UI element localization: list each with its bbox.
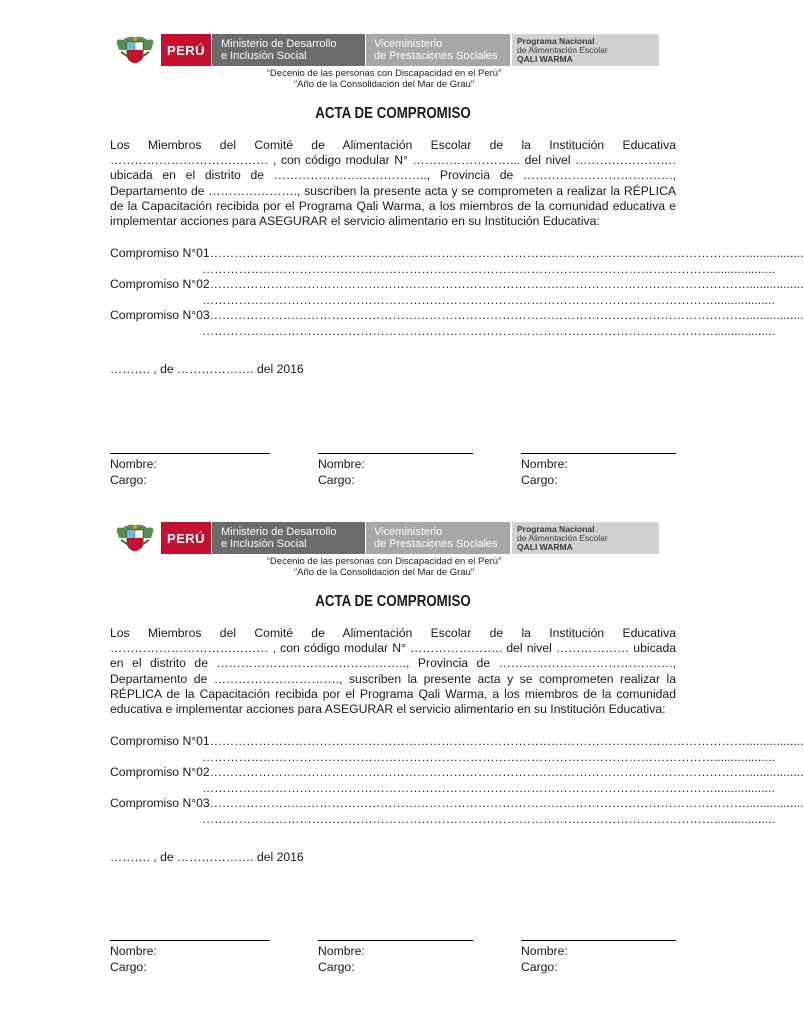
commitment-01-line: ………………………………………………………………………………………………………………..................: [202, 750, 775, 764]
vice-line-2: de Prestaciones Sociales: [374, 50, 498, 62]
letterhead: [113, 522, 659, 554]
signature-line: [110, 940, 270, 941]
ministry-line-1: Ministerio de Desarrollo: [221, 38, 337, 50]
commitment-03-line: ………………………………………………………………………………………………………………..................: [202, 324, 775, 338]
signature-role-label: Cargo:: [110, 473, 147, 487]
signature-role-label: Cargo:: [318, 960, 355, 974]
signature-block: [318, 453, 473, 488]
program-badge: [512, 34, 659, 66]
signature-name-label: Nombre:: [318, 457, 365, 471]
program-line-2: de Alimentación Escolar: [517, 533, 608, 543]
signature-name-label: Nombre:: [110, 457, 157, 471]
vice-line-1: Viceministerio: [374, 38, 443, 50]
signature-line: [110, 453, 270, 454]
program-line-3: QALI WARMA: [517, 54, 573, 64]
signature-name-label: Nombre:: [318, 944, 365, 958]
program-line-1: Programa Nacional: [517, 36, 595, 46]
viceministry-badge: [366, 522, 510, 554]
ministry-badge: [212, 34, 365, 66]
motto-line-2: “Año de la Consolidación del Mar de Grau”: [293, 79, 475, 90]
signature-block: [521, 453, 676, 488]
motto-line-2: “Año de la Consolidación del Mar de Grau”: [293, 567, 475, 578]
signature-role-label: Cargo:: [521, 960, 558, 974]
ministry-line-1: Ministerio de Desarrollo: [221, 526, 337, 538]
date-line: ………. , de ………………. del 2016: [110, 850, 304, 864]
peru-badge: PERÚ: [161, 34, 211, 66]
ministry-badge: [212, 522, 365, 554]
signature-line: [318, 940, 473, 941]
signature-role-label: Cargo:: [110, 960, 147, 974]
commitment-02-line: ………………………………………………………………………………………………………………..................: [202, 293, 775, 307]
letterhead: [113, 34, 659, 66]
signature-role-label: Cargo:: [318, 473, 355, 487]
vice-line-2: de Prestaciones Sociales: [374, 538, 498, 550]
coat-of-arms-icon: [113, 34, 157, 66]
commitment-03-label: Compromiso N°03…………………………………………………………………………………………………………………….................: [110, 308, 804, 322]
commitment-01-label: Compromiso N°01…………………………………………………………………………………………………………………….................: [110, 734, 804, 748]
signature-line: [318, 453, 473, 454]
commitment-02-label: Compromiso N°02…………………………………………………………………………………………………………………….................: [110, 277, 804, 291]
program-line-1: Programa Nacional: [517, 524, 595, 534]
commitment-paragraph: Los Miembros del Comité de Alimentación Escolar de la Institución Educativa ………………………………… , con código modular N° ………………….. del nivel ……………… ubicada en el distrito de ……………………………………….., Provincia de ……………………………………., Departamento de …………………………., suscriben la presente acta y se comprometen realizar la RÉPLICA de la Capacitación recibida por el Programa Qali Warma, a los miembros de la comunidad educativa e implementar acciones para ASEGURAR el servicio alimentario en su Institución Educativa:: [110, 626, 676, 717]
signature-block: [110, 940, 270, 975]
signature-line: [521, 940, 676, 941]
commitment-02-line: ………………………………………………………………………………………………………………..................: [202, 781, 775, 795]
program-badge: [512, 522, 659, 554]
ministry-line-2: e Inclusión Social: [221, 50, 307, 62]
signature-line: [521, 453, 676, 454]
signature-name-label: Nombre:: [521, 944, 568, 958]
commitment-02-label: Compromiso N°02…………………………………………………………………………………………………………………….................: [110, 765, 804, 779]
commitment-paragraph: Los Miembros del Comité de Alimentación Escolar de la Institución Educativa ………………………………… , con código modular N° ……………………... del nivel ……………………. ubicada en el distrito de ……………………………….., Provincia de ………………………………., Departamento de …………………., suscriben la presente acta y se comprometen a realizar la RÉPLICA de la Capacitación recibida por el Programa Qali Warma, a los miembros de la comunidad educativa e implementar acciones para ASEGURAR el servicio alimentario en su Institución Educativa:: [110, 138, 676, 229]
motto-line-1: “Decenio de las personas con Discapacidad en el Perú”: [266, 68, 502, 79]
viceministry-badge: [366, 34, 510, 66]
signature-block: [521, 940, 676, 975]
document-title: ACTA DE COMPROMISO: [315, 593, 471, 610]
commitment-03-label: Compromiso N°03…………………………………………………………………………………………………………………….................: [110, 796, 804, 810]
signature-role-label: Cargo:: [521, 473, 558, 487]
commitment-01-label: Compromiso N°01…………………………………………………………………………………………………………………….................: [110, 246, 804, 260]
peru-badge: PERÚ: [161, 522, 211, 554]
commitment-01-line: ………………………………………………………………………………………………………………..................: [202, 262, 775, 276]
coat-of-arms-icon: [113, 522, 157, 554]
signature-name-label: Nombre:: [521, 457, 568, 471]
ministry-line-2: e Inclusión Social: [221, 538, 307, 550]
program-line-2: de Alimentación Escolar: [517, 45, 608, 55]
motto-line-1: “Decenio de las personas con Discapacidad en el Perú”: [266, 556, 502, 567]
signature-block: [318, 940, 473, 975]
document-title: ACTA DE COMPROMISO: [315, 105, 471, 122]
commitment-03-line: ………………………………………………………………………………………………………………..................: [202, 812, 775, 826]
program-line-3: QALI WARMA: [517, 542, 573, 552]
date-line: ………. , de ………………. del 2016: [110, 362, 304, 376]
signature-name-label: Nombre:: [110, 944, 157, 958]
vice-line-1: Viceministerio: [374, 526, 443, 538]
signature-block: [110, 453, 270, 488]
